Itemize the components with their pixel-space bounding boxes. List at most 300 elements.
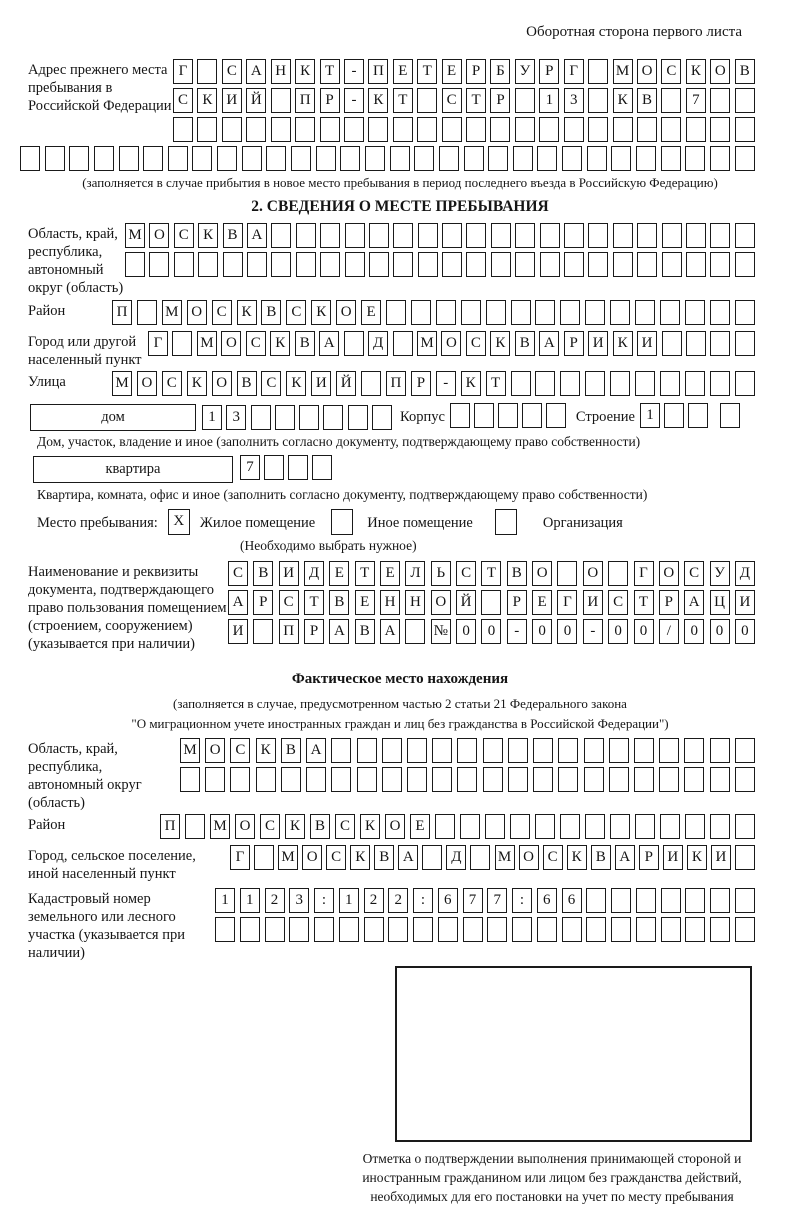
char-cell[interactable]: М [417, 331, 437, 356]
char-cell[interactable]: В [329, 590, 349, 615]
char-cell[interactable]: С [261, 371, 281, 396]
char-cell[interactable]: Р [320, 88, 340, 113]
char-cell[interactable]: 2 [364, 888, 384, 913]
char-cell[interactable]: С [246, 331, 266, 356]
char-cell[interactable]: М [162, 300, 182, 325]
char-cell[interactable]: Р [659, 590, 679, 615]
char-cell[interactable] [339, 917, 359, 942]
char-cell[interactable] [584, 767, 604, 792]
char-cell[interactable] [537, 917, 557, 942]
char-cell[interactable] [417, 117, 437, 142]
char-cell[interactable]: О [336, 300, 356, 325]
char-cell[interactable]: 0 [532, 619, 552, 644]
char-cell[interactable]: С [456, 561, 476, 586]
char-cell[interactable] [533, 738, 553, 763]
char-cell[interactable]: О [212, 371, 232, 396]
char-cell[interactable]: П [386, 371, 406, 396]
char-cell[interactable] [405, 619, 425, 644]
char-cell[interactable]: С [212, 300, 232, 325]
char-cell[interactable] [361, 371, 381, 396]
char-cell[interactable]: В [355, 619, 375, 644]
char-cell[interactable]: А [246, 59, 266, 84]
char-cell[interactable] [386, 300, 406, 325]
char-cell[interactable]: И [222, 88, 242, 113]
char-cell[interactable] [197, 117, 217, 142]
char-cell[interactable]: О [149, 223, 169, 248]
char-cell[interactable] [483, 738, 503, 763]
char-cell[interactable] [735, 300, 755, 325]
char-cell[interactable] [251, 405, 271, 430]
char-cell[interactable]: К [285, 814, 305, 839]
char-cell[interactable]: И [735, 590, 755, 615]
char-cell[interactable] [295, 117, 315, 142]
char-cell[interactable] [685, 146, 705, 171]
char-cell[interactable] [256, 767, 276, 792]
char-cell[interactable] [331, 738, 351, 763]
char-cell[interactable] [710, 252, 730, 277]
char-cell[interactable] [393, 331, 413, 356]
char-cell[interactable] [45, 146, 65, 171]
char-cell[interactable]: В [374, 845, 394, 870]
char-cell[interactable]: О [187, 300, 207, 325]
char-cell[interactable]: 2 [265, 888, 285, 913]
char-cell[interactable]: - [583, 619, 603, 644]
char-cell[interactable]: К [461, 371, 481, 396]
char-cell[interactable] [288, 455, 308, 480]
char-cell[interactable]: П [368, 59, 388, 84]
char-cell[interactable]: Д [446, 845, 466, 870]
char-cell[interactable] [588, 88, 608, 113]
char-cell[interactable]: Р [507, 590, 527, 615]
char-cell[interactable]: К [490, 331, 510, 356]
char-cell[interactable] [369, 252, 389, 277]
char-cell[interactable]: Р [490, 88, 510, 113]
char-cell[interactable] [511, 371, 531, 396]
char-cell[interactable] [710, 117, 730, 142]
char-cell[interactable] [515, 252, 535, 277]
char-cell[interactable]: - [507, 619, 527, 644]
char-cell[interactable] [271, 88, 291, 113]
char-cell[interactable] [348, 405, 368, 430]
char-cell[interactable] [488, 146, 508, 171]
char-cell[interactable] [558, 738, 578, 763]
char-cell[interactable]: О [710, 59, 730, 84]
char-cell[interactable]: О [235, 814, 255, 839]
char-cell[interactable] [636, 888, 656, 913]
char-cell[interactable]: К [687, 845, 707, 870]
char-cell[interactable]: О [532, 561, 552, 586]
char-cell[interactable]: : [413, 888, 433, 913]
char-cell[interactable] [688, 403, 708, 428]
char-cell[interactable] [217, 146, 237, 171]
char-cell[interactable]: И [279, 561, 299, 586]
char-cell[interactable]: 1 [339, 888, 359, 913]
char-cell[interactable] [660, 371, 680, 396]
char-cell[interactable] [613, 117, 633, 142]
char-cell[interactable] [609, 738, 629, 763]
char-cell[interactable]: К [197, 88, 217, 113]
char-cell[interactable] [271, 252, 291, 277]
char-cell[interactable] [264, 455, 284, 480]
char-cell[interactable]: И [583, 590, 603, 615]
char-cell[interactable] [512, 917, 532, 942]
char-cell[interactable] [320, 252, 340, 277]
char-cell[interactable]: 7 [463, 888, 483, 913]
char-cell[interactable]: Н [405, 590, 425, 615]
char-cell[interactable] [720, 403, 740, 428]
char-cell[interactable] [613, 252, 633, 277]
char-cell[interactable] [246, 117, 266, 142]
char-cell[interactable] [735, 738, 755, 763]
char-cell[interactable] [382, 738, 402, 763]
char-cell[interactable] [470, 845, 490, 870]
char-cell[interactable]: : [512, 888, 532, 913]
char-cell[interactable]: А [306, 738, 326, 763]
char-cell[interactable] [636, 146, 656, 171]
char-cell[interactable]: Р [639, 845, 659, 870]
char-cell[interactable] [587, 146, 607, 171]
char-cell[interactable] [320, 223, 340, 248]
char-cell[interactable] [368, 117, 388, 142]
char-cell[interactable] [685, 917, 705, 942]
char-cell[interactable]: Й [456, 590, 476, 615]
char-cell[interactable]: 1 [215, 888, 235, 913]
char-cell[interactable] [271, 223, 291, 248]
char-cell[interactable] [564, 223, 584, 248]
char-cell[interactable] [686, 331, 706, 356]
char-cell[interactable]: 0 [481, 619, 501, 644]
char-cell[interactable]: К [256, 738, 276, 763]
char-cell[interactable] [247, 252, 267, 277]
char-cell[interactable]: К [311, 300, 331, 325]
char-cell[interactable] [513, 146, 533, 171]
char-cell[interactable] [562, 146, 582, 171]
char-cell[interactable]: М [613, 59, 633, 84]
char-cell[interactable]: М [112, 371, 132, 396]
char-cell[interactable]: В [310, 814, 330, 839]
char-cell[interactable] [710, 146, 730, 171]
char-cell[interactable] [439, 146, 459, 171]
char-cell[interactable] [393, 252, 413, 277]
char-cell[interactable] [535, 371, 555, 396]
char-cell[interactable]: Г [148, 331, 168, 356]
char-cell[interactable] [535, 300, 555, 325]
char-cell[interactable]: О [583, 561, 603, 586]
char-cell[interactable] [466, 223, 486, 248]
char-cell[interactable] [637, 117, 657, 142]
char-cell[interactable] [515, 88, 535, 113]
char-cell[interactable] [609, 767, 629, 792]
char-cell[interactable] [662, 223, 682, 248]
char-cell[interactable] [205, 767, 225, 792]
char-cell[interactable]: И [663, 845, 683, 870]
char-cell[interactable] [180, 767, 200, 792]
char-cell[interactable]: 2 [388, 888, 408, 913]
char-cell[interactable]: 1 [240, 888, 260, 913]
char-cell[interactable] [432, 767, 452, 792]
char-cell[interactable]: Й [336, 371, 356, 396]
char-cell[interactable] [407, 767, 427, 792]
char-cell[interactable] [266, 146, 286, 171]
char-cell[interactable] [585, 371, 605, 396]
char-cell[interactable] [560, 300, 580, 325]
char-cell[interactable]: П [295, 88, 315, 113]
char-cell[interactable] [662, 331, 682, 356]
char-cell[interactable]: Д [304, 561, 324, 586]
char-cell[interactable]: А [329, 619, 349, 644]
char-cell[interactable] [735, 917, 755, 942]
char-cell[interactable]: К [286, 371, 306, 396]
char-cell[interactable] [608, 561, 628, 586]
char-cell[interactable] [635, 814, 655, 839]
char-cell[interactable]: С [608, 590, 628, 615]
checkbox-organization[interactable] [495, 509, 517, 535]
char-cell[interactable]: И [588, 331, 608, 356]
char-cell[interactable] [735, 331, 755, 356]
char-cell[interactable]: П [112, 300, 132, 325]
char-cell[interactable]: С [222, 59, 242, 84]
char-cell[interactable] [515, 223, 535, 248]
char-cell[interactable] [466, 252, 486, 277]
char-cell[interactable]: 0 [456, 619, 476, 644]
char-cell[interactable]: Р [304, 619, 324, 644]
char-cell[interactable]: К [567, 845, 587, 870]
char-cell[interactable]: А [247, 223, 267, 248]
char-cell[interactable] [192, 146, 212, 171]
char-cell[interactable] [291, 146, 311, 171]
char-cell[interactable]: А [398, 845, 418, 870]
char-cell[interactable]: В [281, 738, 301, 763]
char-cell[interactable]: М [278, 845, 298, 870]
char-cell[interactable]: Т [417, 59, 437, 84]
char-cell[interactable] [586, 888, 606, 913]
char-cell[interactable] [119, 146, 139, 171]
char-cell[interactable] [485, 814, 505, 839]
char-cell[interactable] [365, 146, 385, 171]
char-cell[interactable] [684, 767, 704, 792]
char-cell[interactable] [382, 767, 402, 792]
char-cell[interactable] [345, 252, 365, 277]
char-cell[interactable]: 0 [684, 619, 704, 644]
char-cell[interactable] [320, 117, 340, 142]
char-cell[interactable] [684, 738, 704, 763]
char-cell[interactable] [511, 300, 531, 325]
char-cell[interactable]: М [180, 738, 200, 763]
char-cell[interactable] [635, 300, 655, 325]
char-cell[interactable]: К [187, 371, 207, 396]
char-cell[interactable]: К [198, 223, 218, 248]
char-cell[interactable] [442, 223, 462, 248]
char-cell[interactable]: А [319, 331, 339, 356]
char-cell[interactable]: О [637, 59, 657, 84]
char-cell[interactable]: В [253, 561, 273, 586]
char-cell[interactable] [508, 767, 528, 792]
char-cell[interactable] [432, 738, 452, 763]
char-cell[interactable] [522, 403, 542, 428]
char-cell[interactable] [185, 814, 205, 839]
char-cell[interactable]: В [507, 561, 527, 586]
char-cell[interactable] [661, 117, 681, 142]
char-cell[interactable]: Е [361, 300, 381, 325]
char-cell[interactable]: Г [230, 845, 250, 870]
char-cell[interactable] [660, 814, 680, 839]
char-cell[interactable] [498, 403, 518, 428]
char-cell[interactable]: 0 [557, 619, 577, 644]
char-cell[interactable] [345, 223, 365, 248]
char-cell[interactable]: Ц [710, 590, 730, 615]
char-cell[interactable]: В [223, 223, 243, 248]
char-cell[interactable] [710, 767, 730, 792]
char-cell[interactable]: Е [410, 814, 430, 839]
char-cell[interactable] [710, 300, 730, 325]
char-cell[interactable]: М [210, 814, 230, 839]
char-cell[interactable] [564, 117, 584, 142]
char-cell[interactable]: О [205, 738, 225, 763]
char-cell[interactable]: К [360, 814, 380, 839]
char-cell[interactable] [436, 300, 456, 325]
char-cell[interactable] [265, 917, 285, 942]
char-cell[interactable] [588, 223, 608, 248]
char-cell[interactable] [281, 767, 301, 792]
char-cell[interactable]: О [137, 371, 157, 396]
char-cell[interactable]: 1 [539, 88, 559, 113]
char-cell[interactable]: Т [355, 561, 375, 586]
char-cell[interactable] [710, 371, 730, 396]
char-cell[interactable] [546, 403, 566, 428]
char-cell[interactable] [417, 88, 437, 113]
char-cell[interactable]: Г [173, 59, 193, 84]
char-cell[interactable] [289, 917, 309, 942]
char-cell[interactable] [735, 146, 755, 171]
char-cell[interactable] [611, 917, 631, 942]
char-cell[interactable]: Е [532, 590, 552, 615]
char-cell[interactable]: У [515, 59, 535, 84]
char-cell[interactable] [735, 117, 755, 142]
char-cell[interactable]: Р [539, 59, 559, 84]
char-cell[interactable] [585, 300, 605, 325]
char-cell[interactable]: Н [380, 590, 400, 615]
char-cell[interactable]: Е [329, 561, 349, 586]
char-cell[interactable]: № [431, 619, 451, 644]
char-cell[interactable] [539, 117, 559, 142]
char-cell[interactable]: В [237, 371, 257, 396]
char-cell[interactable] [661, 917, 681, 942]
char-cell[interactable]: А [539, 331, 559, 356]
char-cell[interactable] [407, 738, 427, 763]
char-cell[interactable] [584, 738, 604, 763]
char-cell[interactable]: - [436, 371, 456, 396]
char-cell[interactable] [20, 146, 40, 171]
char-cell[interactable] [149, 252, 169, 277]
char-cell[interactable] [510, 814, 530, 839]
char-cell[interactable] [558, 767, 578, 792]
char-cell[interactable] [735, 767, 755, 792]
char-cell[interactable] [230, 767, 250, 792]
char-cell[interactable] [463, 917, 483, 942]
char-cell[interactable] [585, 814, 605, 839]
char-cell[interactable]: В [295, 331, 315, 356]
char-cell[interactable]: 3 [564, 88, 584, 113]
char-cell[interactable] [659, 767, 679, 792]
char-cell[interactable] [372, 405, 392, 430]
char-cell[interactable] [168, 146, 188, 171]
char-cell[interactable]: 3 [226, 405, 246, 430]
char-cell[interactable] [710, 917, 730, 942]
char-cell[interactable] [535, 814, 555, 839]
char-cell[interactable] [634, 767, 654, 792]
char-cell[interactable] [562, 917, 582, 942]
char-cell[interactable] [474, 403, 494, 428]
char-cell[interactable]: С [286, 300, 306, 325]
char-cell[interactable]: М [125, 223, 145, 248]
char-cell[interactable] [296, 252, 316, 277]
char-cell[interactable]: О [659, 561, 679, 586]
char-cell[interactable] [393, 223, 413, 248]
char-cell[interactable] [588, 252, 608, 277]
char-cell[interactable] [457, 738, 477, 763]
char-cell[interactable] [240, 917, 260, 942]
char-cell[interactable] [637, 252, 657, 277]
char-cell[interactable] [222, 117, 242, 142]
char-cell[interactable]: Г [564, 59, 584, 84]
char-cell[interactable] [461, 300, 481, 325]
char-cell[interactable]: А [684, 590, 704, 615]
char-cell[interactable]: К [613, 331, 633, 356]
char-cell[interactable] [253, 619, 273, 644]
char-cell[interactable]: Е [380, 561, 400, 586]
char-cell[interactable]: М [495, 845, 515, 870]
char-cell[interactable]: Т [466, 88, 486, 113]
char-cell[interactable]: С [174, 223, 194, 248]
char-cell[interactable] [710, 888, 730, 913]
char-cell[interactable]: С [466, 331, 486, 356]
char-cell[interactable] [483, 767, 503, 792]
char-cell[interactable] [491, 223, 511, 248]
char-cell[interactable] [271, 117, 291, 142]
char-cell[interactable] [438, 917, 458, 942]
char-cell[interactable]: Т [320, 59, 340, 84]
char-cell[interactable] [314, 917, 334, 942]
char-cell[interactable] [323, 405, 343, 430]
char-cell[interactable] [435, 814, 455, 839]
char-cell[interactable]: С [230, 738, 250, 763]
char-cell[interactable] [490, 117, 510, 142]
char-cell[interactable] [533, 767, 553, 792]
char-cell[interactable] [125, 252, 145, 277]
char-cell[interactable]: С [162, 371, 182, 396]
char-cell[interactable] [540, 252, 560, 277]
char-cell[interactable]: 3 [289, 888, 309, 913]
char-cell[interactable] [735, 814, 755, 839]
char-cell[interactable]: / [659, 619, 679, 644]
char-cell[interactable]: У [710, 561, 730, 586]
char-cell[interactable]: 7 [487, 888, 507, 913]
char-cell[interactable] [710, 88, 730, 113]
char-cell[interactable]: В [261, 300, 281, 325]
char-cell[interactable] [464, 146, 484, 171]
char-cell[interactable] [357, 767, 377, 792]
char-cell[interactable]: Р [466, 59, 486, 84]
char-cell[interactable] [636, 917, 656, 942]
char-cell[interactable] [457, 767, 477, 792]
char-cell[interactable]: Й [246, 88, 266, 113]
char-cell[interactable]: 0 [735, 619, 755, 644]
char-cell[interactable] [450, 403, 470, 428]
char-cell[interactable]: С [442, 88, 462, 113]
char-cell[interactable]: С [543, 845, 563, 870]
char-cell[interactable] [94, 146, 114, 171]
char-cell[interactable] [735, 888, 755, 913]
